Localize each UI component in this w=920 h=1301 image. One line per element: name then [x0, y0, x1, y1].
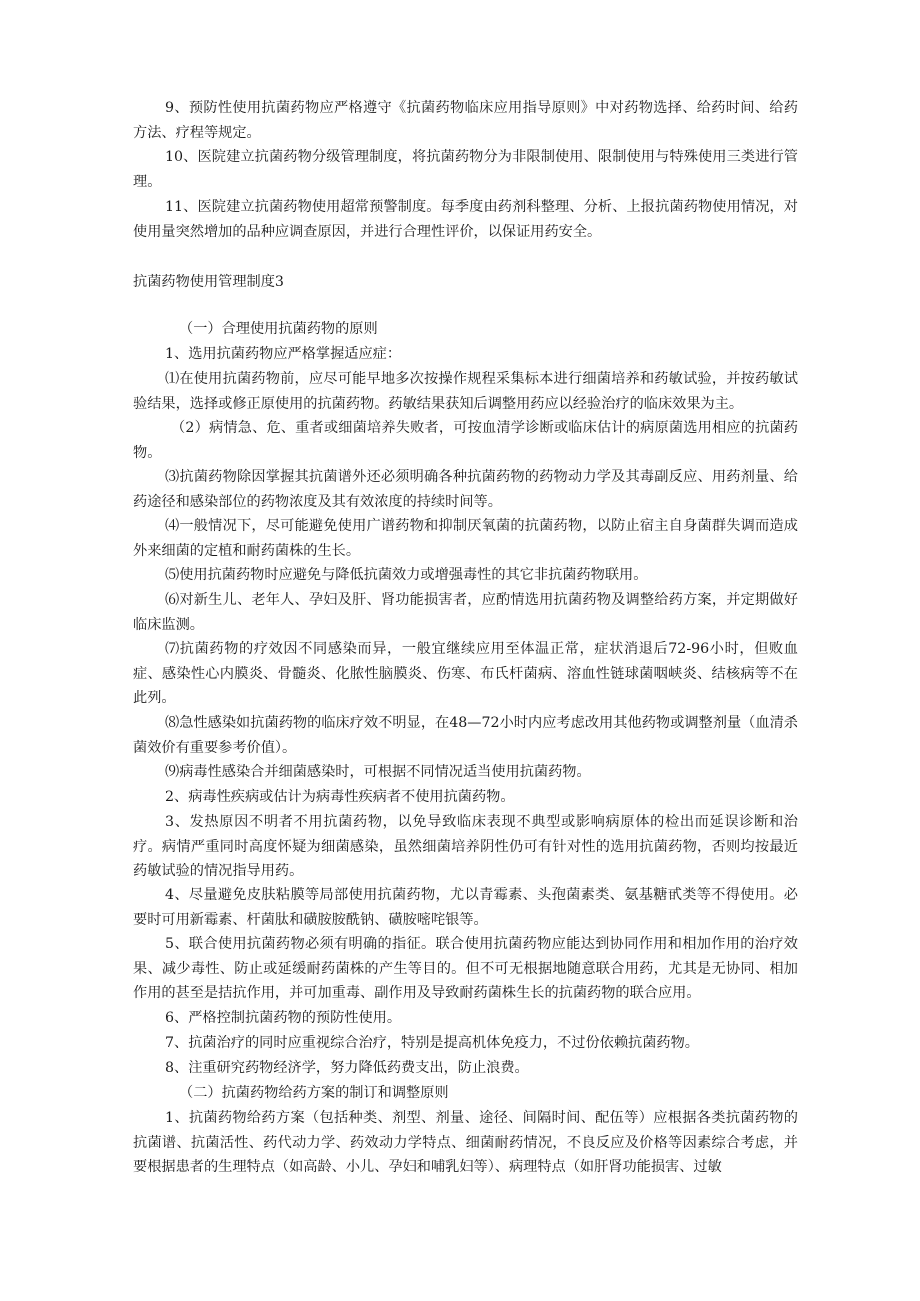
- paragraph-item-2: 2、病毒性疾病或估计为病毒性疾病者不使用抗菌药物。: [165, 789, 515, 805]
- paragraph-point-8: ⑻急性感染如抗菌药物的临床疗效不明显，在48—72小时内应考虑改用其他药物或调整剂量（血清杀菌效价有重要参考价值）。: [133, 715, 798, 756]
- paragraph-point-2: （2）病情急、危、重者或细菌培养失败者，可按血清学诊断或临床估计的病原菌选用相应的抗菌药物。: [133, 420, 798, 461]
- paragraph-point-3: ⑶抗菌药物除因掌握其抗菌谱外还必须明确各种抗菌药物的药物动力学及其毒副反应、用药剂量、给药途径和感染部位的药物浓度及其有效浓度的持续时间等。: [133, 469, 798, 510]
- paragraph-item-4: 4、尽量避免皮肤粘膜等局部使用抗菌药物，尤以青霉素、头孢菌素类、氨基糖甙类等不得使用。必要时可用新霉素、杆菌肽和磺胺胺酰钠、磺胺嘧咤银等。: [133, 887, 798, 928]
- paragraph-item-8: 8、注重研究药物经济学，努力降低药费支出，防止浪费。: [165, 1060, 529, 1076]
- subheading-dosing-plan: （二）抗菌药物给药方案的制订和调整原则: [179, 1085, 449, 1101]
- paragraph-item-6: 6、严格控制抗菌药物的预防性使用。: [165, 1010, 402, 1026]
- paragraph-point-4: ⑷一般情况下，尽可能避免使用广谱药物和抑制厌氧菌的抗菌药物，以防止宿主自身菌群失调而造成外来细菌的定植和耐药菌株的生长。: [133, 518, 798, 559]
- paragraph-point-1: ⑴在使用抗菌药物前，应尽可能早地多次按操作规程采集标本进行细菌培养和药敏试验，并按药敏试验结果，选择或修正原使用的抗菌药物。药敏结果获知后调整用药应以经验治疗的临床效果为主。: [133, 371, 798, 412]
- paragraph-item-7: 7、抗菌治疗的同时应重视综合治疗，特别是提高机体免疫力，不过份依赖抗菌药物。: [165, 1035, 699, 1051]
- paragraph-item-5: 5、联合使用抗菌药物必须有明确的指征。联合使用抗菌药物应能达到协同作用和相加作用的治疗效果、减少毒性、防止或延缓耐药菌株的产生等目的。但不可无根据地随意联合用药，尤其是无协同、相加作用的甚至是拮抗作用，并可加重毒、副作用及导致耐药菌株生长的抗菌药物的联合应用。: [133, 936, 798, 1001]
- paragraph-point-7: ⑺抗菌药物的疗效因不同感染而异，一般宜继续应用至体温正常，症状消退后72-96小时，但败血症、感染性心内膜炎、骨髓炎、化脓性脑膜炎、伤寒、布氏杆菌病、溶血性链球菌咽峡炎、结核病等不在此列。: [133, 641, 798, 706]
- paragraph-indications: 1、选用抗菌药物应严格掌握适应症：: [165, 346, 402, 362]
- paragraph-point-9: ⑼病毒性感染合并细菌感染时，可根据不同情况适当使用抗菌药物。: [165, 764, 591, 780]
- subheading-principles: （一）合理使用抗菌药物的原则: [179, 321, 378, 337]
- paragraph-item-11: 11、医院建立抗菌药物使用超常预警制度。每季度由药剂科整理、分析、上报抗菌药物使用情况，对使用量突然增加的品种应调查原因，并进行合理性评价，以保证用药安全。: [133, 199, 798, 240]
- paragraph-point-5: ⑸使用抗菌药物时应避免与降低抗菌效力或增强毒性的其它非抗菌药物联用。: [165, 567, 648, 583]
- paragraph-point-6: ⑹对新生儿、老年人、孕妇及肝、肾功能损害者，应酌情选用抗菌药物及调整给药方案，并定期做好临床监测。: [133, 592, 798, 633]
- paragraph-item-3: 3、发热原因不明者不用抗菌药物，以免导致临床表现不典型或影响病原体的检出而延误诊断和治疗。病情严重同时高度怀疑为细菌感染，虽然细菌培养阴性仍可有针对性的选用抗菌药物，否则均按最近药敏试验的情况指导用药。: [133, 814, 798, 879]
- paragraph-dosing-item-1: 1、抗菌药物给药方案（包括种类、剂型、剂量、途径、间隔时间、配伍等）应根据各类抗菌药物的抗菌谱、抗菌活性、药代动力学、药效动力学特点、细菌耐药情况，不良反应及价格等因素综合考虑，并要根据患者的生理特点（如高龄、小儿、孕妇和哺乳妇等）、病理特点（如肝肾功能损害、过敏: [133, 1110, 798, 1175]
- paragraph-item-9: 9、预防性使用抗菌药物应严格遵守《抗菌药物临床应用指导原则》中对药物选择、给药时间、给药方法、疗程等规定。: [133, 100, 798, 141]
- paragraph-item-10: 10、医院建立抗菌药物分级管理制度，将抗菌药物分为非限制使用、限制使用与特殊使用三类进行管理。: [133, 149, 798, 190]
- section-title: 抗菌药物使用管理制度3: [133, 274, 284, 290]
